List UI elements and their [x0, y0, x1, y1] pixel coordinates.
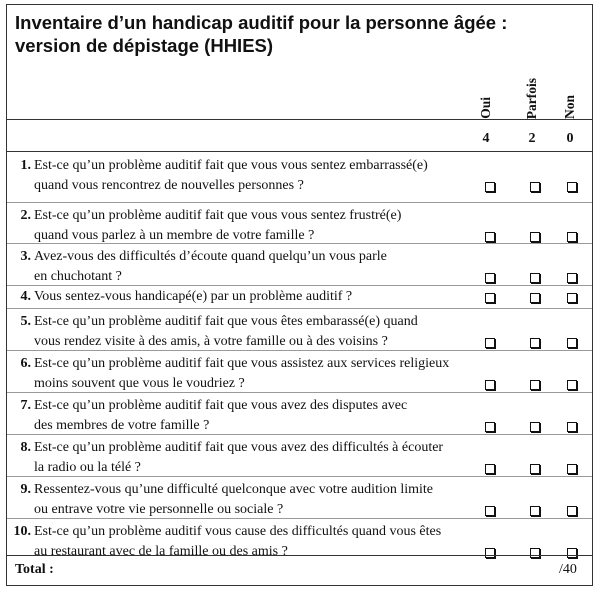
question-number: 8. [20, 440, 31, 455]
checkbox-oui[interactable] [485, 506, 495, 516]
checkbox-parfois[interactable] [530, 182, 540, 192]
checkbox-parfois[interactable] [530, 422, 540, 432]
column-label-non: Non [562, 94, 577, 119]
question-text: Est-ce qu’un problème auditif fait que vous vous sentez frustré(e) quand vous parlez à un membre de votre famille ? [34, 208, 402, 243]
question-row [7, 152, 592, 202]
checkbox-non[interactable] [567, 232, 577, 242]
question-row [7, 202, 592, 243]
question-row [7, 350, 592, 392]
column-label-oui: Oui [478, 97, 493, 119]
checkbox-oui[interactable] [485, 380, 495, 390]
question-row [7, 308, 592, 350]
question-text: Est-ce qu’un problème auditif fait que vous êtes embarassé(e) quand vous rendez visite à des amis, à votre famille ou à des voisins ? [34, 314, 418, 349]
question-number: 2. [20, 208, 31, 223]
question-text: Vous sentez-vous handicapé(e) par un problème auditif ? [34, 289, 353, 304]
checkbox-parfois[interactable] [530, 293, 540, 303]
checkbox-non[interactable] [567, 506, 577, 516]
checkbox-non[interactable] [567, 422, 577, 432]
column-header-non [558, 67, 582, 119]
question-row [7, 243, 592, 285]
question-row [7, 392, 592, 434]
question-number: 3. [20, 249, 31, 264]
question-text: Est-ce qu’un problème auditif fait que vous avez des difficultés à écouter la radio ou la télé ? [34, 440, 444, 475]
question-row [7, 285, 592, 308]
score-parfois: 2 [528, 131, 536, 146]
column-header-parfois [520, 67, 544, 119]
checkbox-oui[interactable] [485, 464, 495, 474]
checkbox-non[interactable] [567, 338, 577, 348]
checkbox-oui[interactable] [485, 293, 495, 303]
checkbox-non[interactable] [567, 380, 577, 390]
checkbox-non[interactable] [567, 293, 577, 303]
checkbox-oui[interactable] [485, 422, 495, 432]
question-text: Ressentez-vous qu’une difficulté quelconque avec votre audition limite ou entrave votre vie personnelle ou sociale ? [34, 482, 434, 517]
checkbox-oui[interactable] [485, 338, 495, 348]
checkbox-oui[interactable] [485, 548, 495, 558]
question-text: Est-ce qu’un problème auditif vous cause des difficultés quand vous êtes au restaurant avec de la famille ou des amis ? [34, 524, 442, 559]
question-number: 4. [20, 289, 31, 304]
checkbox-oui[interactable] [485, 273, 495, 283]
checkbox-parfois[interactable] [530, 273, 540, 283]
total-divider [7, 555, 592, 556]
column-label-parfois: Parfois [524, 77, 539, 119]
total-value: /40 [559, 562, 577, 577]
score-oui: 4 [482, 131, 490, 146]
question-row [7, 476, 592, 518]
question-row [7, 434, 592, 476]
form-title: Inventaire d’un handicap auditif pour la personne âgée : version de dépistage (HHIES) [15, 12, 508, 56]
checkbox-non[interactable] [567, 464, 577, 474]
question-number: 5. [20, 314, 31, 329]
checkbox-oui[interactable] [485, 232, 495, 242]
header-divider [7, 119, 592, 120]
question-number: 1. [20, 158, 31, 173]
question-number: 6. [20, 356, 31, 371]
checkbox-non[interactable] [567, 182, 577, 192]
checkbox-non[interactable] [567, 273, 577, 283]
question-text: Est-ce qu’un problème auditif fait que vous avez des disputes avec des membres de votre famille ? [34, 398, 408, 433]
question-text: Est-ce qu’un problème auditif fait que vous assistez aux services religieux moins souvent que vous le voudriez ? [34, 356, 450, 391]
checkbox-parfois[interactable] [530, 338, 540, 348]
checkbox-parfois[interactable] [530, 548, 540, 558]
checkbox-non[interactable] [567, 548, 577, 558]
score-non: 0 [566, 131, 574, 146]
question-number: 9. [20, 482, 31, 497]
column-header-oui [474, 67, 498, 119]
question-number: 10. [13, 524, 31, 539]
question-row [7, 518, 592, 559]
question-number: 7. [20, 398, 31, 413]
hhies-form [6, 4, 593, 586]
checkbox-parfois[interactable] [530, 380, 540, 390]
checkbox-oui[interactable] [485, 182, 495, 192]
checkbox-parfois[interactable] [530, 232, 540, 242]
checkbox-parfois[interactable] [530, 506, 540, 516]
question-text: Est-ce qu’un problème auditif fait que vous vous sentez embarrassé(e) quand vous rencontrez de nouvelles personnes ? [34, 158, 428, 193]
checkbox-parfois[interactable] [530, 464, 540, 474]
total-label: Total : [15, 562, 54, 577]
question-text: Avez-vous des difficultés d’écoute quand quelqu’un vous parle en chuchotant ? [34, 249, 387, 284]
